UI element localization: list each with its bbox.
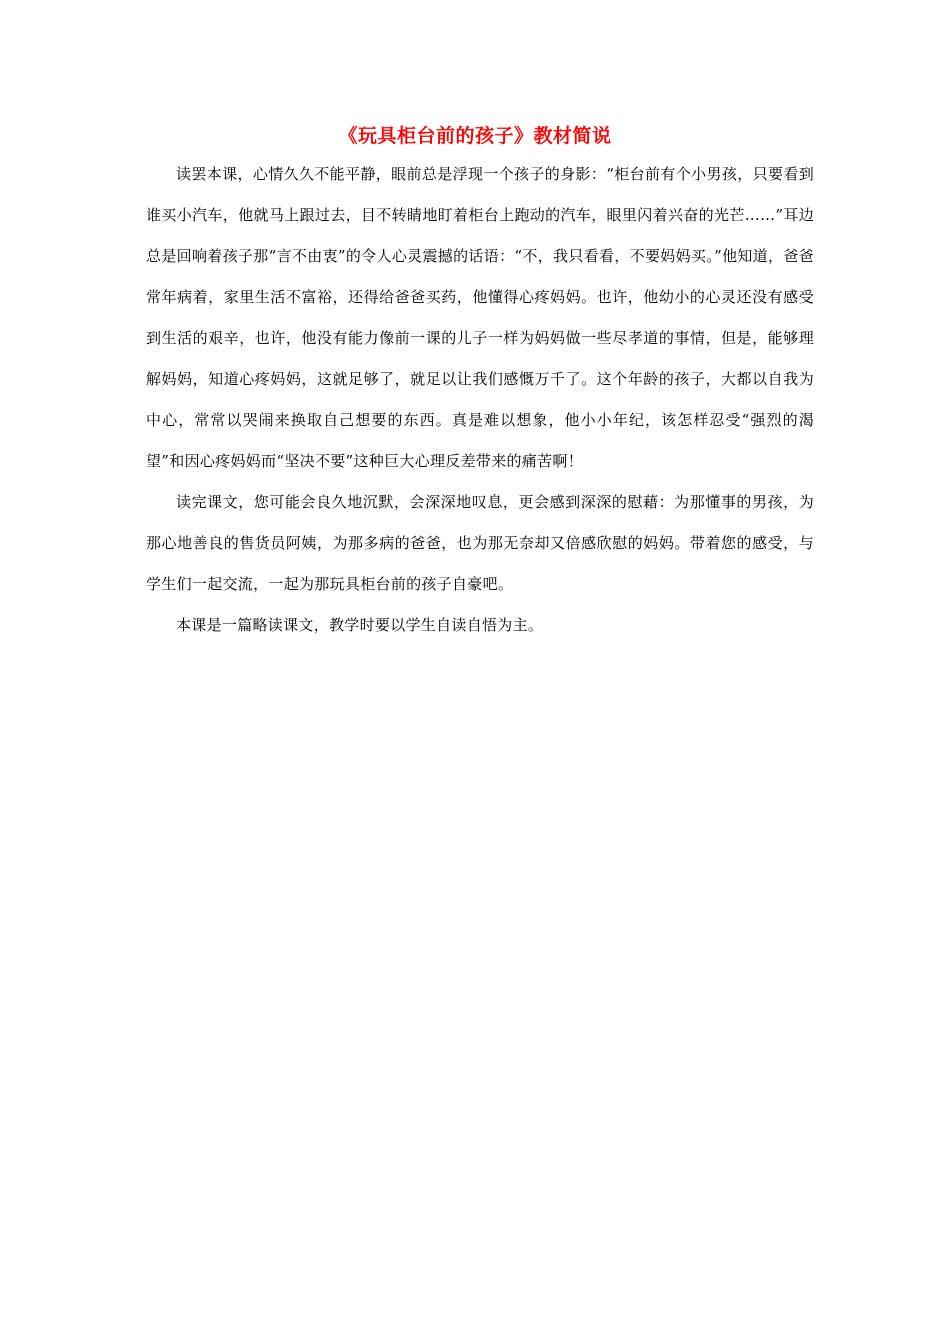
document-title: 《玩具柜台前的孩子》教材简说 (338, 125, 612, 147)
paragraph-2: 读完课文，您可能会良久地沉默，会深深地叹息，更会感到深深的慰藉：为那懂事的男孩，为那心地善良的售货员阿姨，为那多病的爸爸，也为那无奈却又倍感欣慰的妈妈。带着您的感受，与学生们一起交流，一起为那玩具柜台前的孩子自豪吧。 (146, 493, 814, 593)
paragraph-3: 本课是一篇略读课文，教学时要以学生自读自悟为主。 (176, 616, 544, 634)
paragraph-1: 读罢本课，心情久久不能平静，眼前总是浮现一个孩子的身影：“柜台前有个小男孩，只要看到谁买小汽车，他就马上跟过去，目不转睛地盯着柜台上跑动的汽车，眼里闪着兴奋的光芒……”耳边总是回响着孩子那“言不由衷”的令人心灵震撼的话语：“不，我只看看，不要妈妈买。”他知道，爸爸常年病着，家里生活不富裕，还得给爸爸买药，他懂得心疼妈妈。也许，他幼小的心灵还没有感受到生活的艰辛，也许，他没有能力像前一课的儿子一样为妈妈做一些尽孝道的事情，但是，能够理解妈妈，知道心疼妈妈，这就足够了，就足以让我们感慨万千了。这个年龄的孩子，大都以自我为中心，常常以哭闹来换取自己想要的东西。真是难以想象，他小小年纪，该怎样忍受“强烈的渴望”和因心疼妈妈而“坚决不要”这种巨大心理反差带来的痛苦啊！ (146, 165, 814, 470)
document-body (146, 154, 814, 646)
